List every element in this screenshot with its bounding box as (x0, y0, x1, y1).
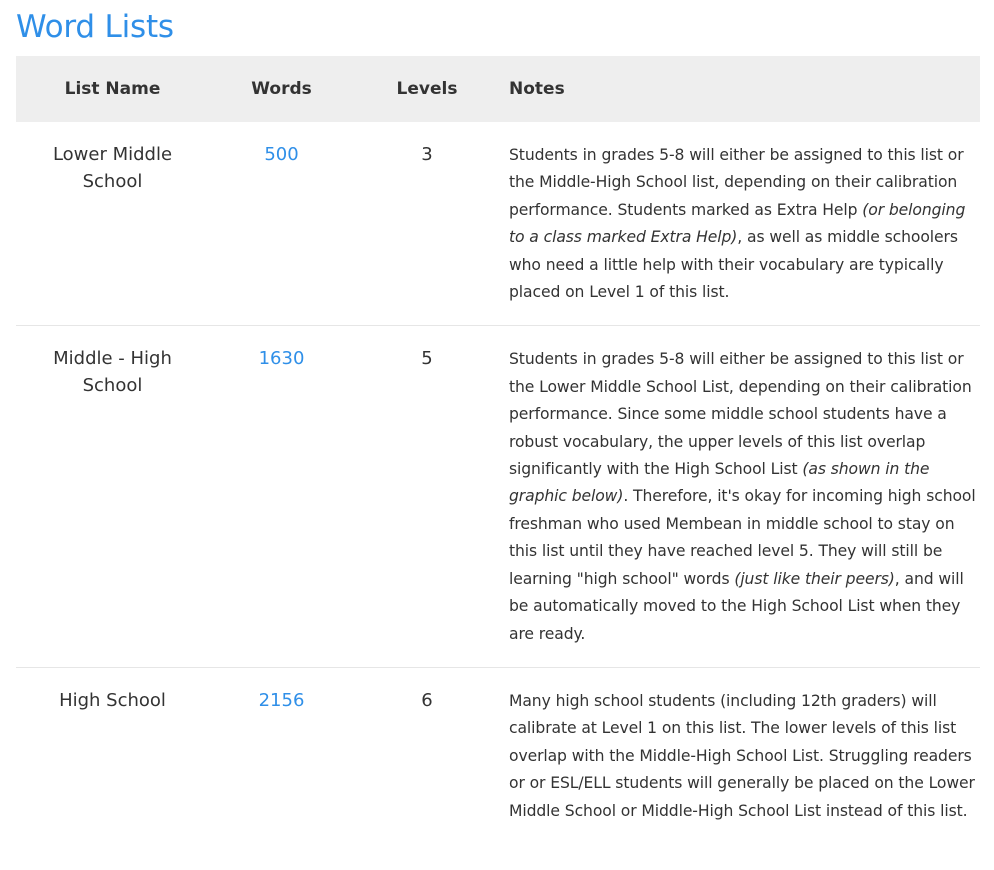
header-notes: Notes (509, 79, 565, 99)
levels-cell (354, 122, 500, 326)
notes-text: Students in grades 5-8 will either be assigned to this list or the Lower Middle School List, depending on their calibration performance. Since some middle school students have a robust vocabulary, the upper levels of this list overlap significantly with the High School List (509, 350, 972, 479)
notes-text: , and will be automatically moved to the High School List when they are ready. (509, 569, 964, 643)
header-words: Words (251, 79, 312, 99)
page-title: Word Lists (16, 9, 174, 45)
notes-italic-text: (just like their peers) (734, 569, 895, 588)
list-name-cell (16, 122, 209, 326)
table-row (16, 667, 980, 844)
list-name: Middle - High School (53, 348, 172, 397)
table-row (16, 326, 980, 667)
list-name: High School (59, 689, 166, 711)
notes-text: Students in grades 5-8 will either be assigned to this list or the Middle-High School list, depending on their calibration performance. Students marked as Extra Help (509, 146, 964, 219)
level-count: 3 (421, 144, 433, 165)
word-count-cell (209, 122, 354, 326)
notes-italic-text: (or belonging to a class marked Extra Help) (509, 200, 966, 247)
level-count: 5 (421, 348, 433, 370)
notes-text: , as well as middle schoolers who need a little help with their vocabulary are typically placed on Level 1 of this list. (509, 228, 958, 302)
levels-cell (354, 667, 500, 844)
list-name: Lower Middle School (52, 144, 173, 192)
table-header-row (16, 56, 980, 122)
notes-cell (500, 326, 980, 667)
notes-italic-text: (as shown in the graphic below) (509, 460, 930, 506)
header-list-name: List Name (64, 79, 161, 99)
word-count-link[interactable]: 500 (264, 144, 299, 165)
notes-cell (500, 667, 980, 844)
word-lists-table (16, 56, 980, 844)
list-name-cell (16, 326, 209, 667)
notes-text: . Therefore, it's okay for incoming high school freshman who used Membean in middle school to stay on this list until they have reached level 5. They will still be learning "high school" words (509, 487, 976, 588)
levels-cell (354, 326, 500, 667)
notes-text: Many high school students (including 12th graders) will calibrate at Level 1 on this list. The lower levels of this list overlap with the Middle-High School List. Struggling readers or or ESL/ELL students will generally be placed on the Lower Middle School or Middle-High School List instead of this list. (509, 691, 975, 820)
word-count-cell (209, 667, 354, 844)
list-name-cell (16, 667, 209, 844)
word-count-link[interactable]: 2156 (258, 689, 305, 711)
level-count: 6 (421, 689, 433, 711)
notes-cell (500, 122, 980, 326)
table-row (16, 122, 980, 326)
header-levels: Levels (396, 79, 458, 99)
word-count-link[interactable]: 1630 (258, 348, 305, 370)
word-count-cell (209, 326, 354, 667)
